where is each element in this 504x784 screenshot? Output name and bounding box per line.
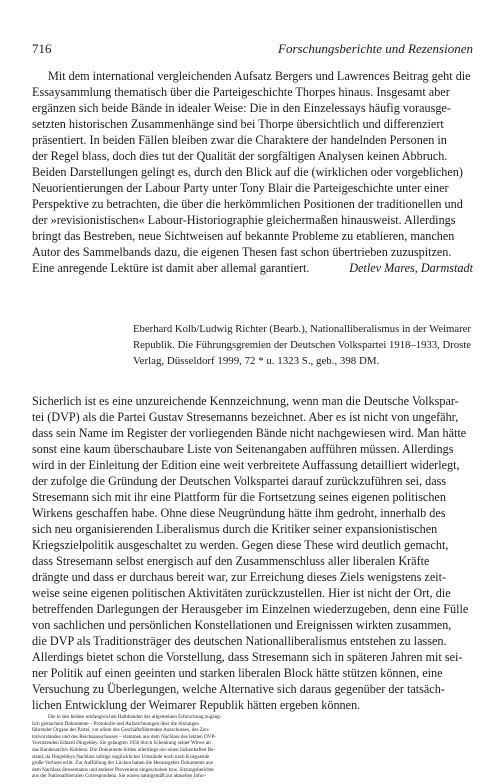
- text-line: der »revisionistischen« Labour-Historiographie gleichermaßen hinausweist. Allerdings: [32, 213, 456, 227]
- text-line: setzten historischen Zusammenhänge sind bei Thorpe übersichtlich und differenziert: [32, 117, 444, 131]
- text-line: Wirkens geschaffen habe. Ohne diese Neugründung hätte ihm gedroht, innerhalb des: [32, 506, 446, 520]
- running-title: Forschungsberichte und Rezensionen: [278, 41, 473, 56]
- text-line: betreffenden Darlegungen der Herausgeber im Einzelnen wiederzugeben, denn eine Fülle: [32, 602, 469, 616]
- text-line: ner Politik auf einen geeinten und starken liberalen Block hätte stützen können, eine: [32, 666, 443, 680]
- citation-line: Eberhard Kolb/Ludwig Richter (Bearb.), Nationalliberalismus in der Weimarer: [133, 323, 472, 335]
- text-line: führender Organe der Partei, vor allem des Geschäftsführenden Ausschusses, des Zen-: [32, 727, 210, 734]
- citation-line: Verlag, Düsseldorf 1999, 72 * u. 1323 S., geb., 398 DM.: [133, 355, 380, 367]
- text-line: große Verluste erlitt. Zur Auffüllung der Lücken haben die Herausgeber Dokumente aus: [32, 760, 213, 767]
- text-line: dass Stresemann selbst energisch auf den Zusammenschluss aller liberalen Kräfte: [32, 554, 430, 568]
- review-signature: Detlev Mares, Darmstadt: [349, 261, 473, 275]
- text-line: aus der Nationalliberalen Correspondenz. Sie waren naturgemäß zur aktuellen Infor-: [32, 773, 206, 780]
- text-line: lichen Entwicklung der Weimarer Republik hätten ergeben können.: [32, 698, 361, 712]
- text-line: lich gemachten Dokumente – Protokolle und Aufzeichnungen über die Sitzungen: [32, 720, 199, 727]
- text-line: wird in der Einleitung der Edition eine weit verbreitete Auffassung detailliert widerlegt,: [32, 458, 460, 472]
- text-line: Allerdings bietet schon die Vorstellung, dass Stresemann sich in späteren Jahren mit sei-: [32, 650, 463, 664]
- text-line: Essaysammlung thematisch über die Parteigeschichte Thorpes hinaus. Insgesamt aber: [32, 85, 450, 99]
- text-line: Eine anregende Lektüre ist damit aber allemal garantiert.: [32, 261, 310, 275]
- text-line: Die in den beiden umfangreichen Halbbänden der allgemeinen Erforschung zugäng-: [48, 714, 222, 720]
- text-line: drängte und dass er durchaus bereit war, zur Erreichung dieses Ziels wenigstens zeit-: [32, 570, 447, 584]
- text-line: dem Nachlass Stresemanns und anderer Provenienz eingeschoben bzw. Sitzungsberichte: [32, 766, 214, 773]
- text-line: Neuorientierungen der Labour Party unter Tony Blair die Parteigeschichte unter einer: [32, 181, 449, 195]
- citation-line: Republik. Die Führungsgremien der Deutschen Volkspartei 1918–1933, Droste: [133, 339, 471, 351]
- text-line: Stresemann sich mit ihr eine Plattform für die Fortsetzung seines eigenen politischen: [32, 490, 446, 504]
- text-line: der zufolge die Gründung der Deutschen Volkspartei darauf zurückzuführen sei, dass: [32, 474, 447, 488]
- text-line: weise seine eigenen politischen Aktivitäten zurückzustellen. Hier ist nicht der Ort, die: [32, 586, 451, 600]
- text-line: tralvorstandes und des Reichsausschusses – stammen aus dem Nachlass des letzten DVP-: [32, 733, 217, 740]
- text-line: präsentiert. In beiden Fällen bleiben zwar die Charaktere der handelnden Personen in: [32, 133, 447, 147]
- text-line: Mit dem international vergleichenden Aufsatz Bergers und Lawrences Beitrag geht die: [48, 69, 471, 83]
- text-line: sich neu organisierenden Liberalismus durch die Kritiker seiner expansionistischen: [32, 522, 438, 536]
- text-line: Vorsitzenden Eduard Dingeldey. Sie gelangten 1956 durch Schenkung seiner Witwe an: [32, 740, 211, 747]
- text-line: die DVP als Traditionsträger des deutschen Nationalliberalismus entstehen zu lassen.: [32, 634, 447, 648]
- text-line: Perspektive zu betrachten, die über die herkömmlichen Positionen der traditionellen und: [32, 197, 463, 211]
- text-line: Kriegszielpolitik ausgeschaltet zu werden. Gegen diese These wird deutlich gemacht,: [32, 538, 449, 552]
- text-line: tei (DVP) als die Partei Gustav Stresemanns bezeichnet. Aber es ist nicht von ungefähr,: [32, 410, 459, 424]
- text-line: stand, da Dingeldeys Nachlass infolge unglücklicher Umstände noch nach Kriegsende: [32, 753, 210, 760]
- text-line: Beiden Darstellungen gelingt es, durch den Blick auf die (wirklichen oder vorgeblichen): [32, 165, 463, 179]
- text-line: sonst eine kaum überschaubare Liste von Seitenangaben aufführen müssen. Allerdings: [32, 442, 454, 456]
- text-line: bringt das Bestreben, neue Sichtweisen auf bekannte Probleme zu etablieren, manchen: [32, 229, 455, 243]
- text-line: von sachlichen und persönlichen Konstellationen und Ereignissen wirkten zusammen,: [32, 618, 452, 632]
- text-line: der Regel blass, doch dies tut der Qualität der sorgfältigen Analysen keinen Abbruch.: [32, 149, 448, 163]
- text-line: Sicherlich ist es eine unzureichende Kennzeichnung, wenn man die Deutsche Volkspar-: [32, 394, 459, 408]
- text-line: das Bundesarchiv Koblenz. Die Dokumente bilden allerdings nur einen lückenhaften Be-: [32, 747, 216, 753]
- text-line: ergänzen sich beide Bände in idealer Weise: Die in den Einzelessays häufig vorausge-: [32, 101, 451, 115]
- page-number: 716: [32, 41, 52, 56]
- text-line: dass sein Name im Register der vorliegenden Bände nicht nachgewiesen wird. Man hätte: [32, 426, 467, 440]
- text-line: Autor des Sammelbands dazu, die eigenen Thesen fast schon übertrieben zuzuspitzen.: [32, 245, 452, 259]
- text-line: Versuchung zu Überlegungen, welche Alternative sich daraus gegenüber der tatsäch-: [32, 682, 445, 696]
